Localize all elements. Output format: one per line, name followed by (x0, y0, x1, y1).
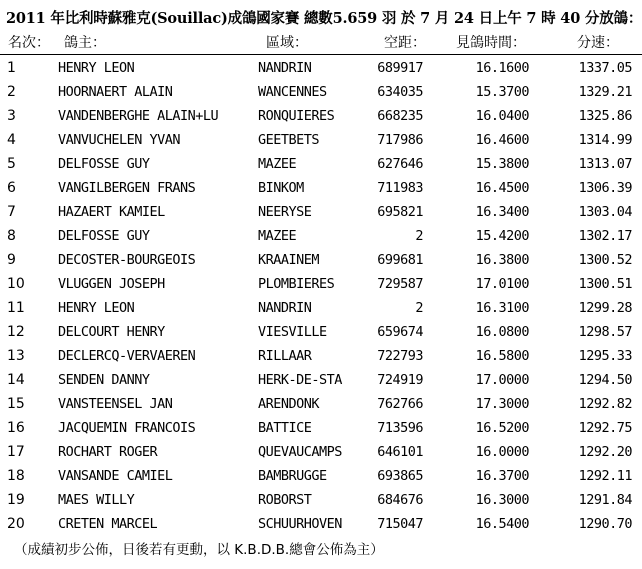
speed-cell: 1295.33 (578, 348, 632, 364)
speed-cell: 1299.28 (578, 300, 632, 316)
distance-cell: 699681 (377, 252, 423, 268)
rank-cell: 19 (7, 492, 25, 508)
name-cell: VANGILBERGEN FRANS (58, 180, 196, 196)
rank-cell: 13 (7, 348, 25, 364)
table-row (0, 128, 642, 152)
distance-cell: 2 (415, 228, 423, 244)
region-cell: MAZEE (258, 228, 297, 244)
time-cell: 16.4600 (475, 132, 529, 148)
time-cell: 17.0100 (475, 276, 529, 292)
rank-cell: 5 (7, 156, 16, 172)
name-cell: HOORNAERT ALAIN (58, 84, 173, 100)
distance-cell: 762766 (377, 396, 423, 412)
distance-cell: 715047 (377, 516, 423, 532)
region-cell: KRAAINEM (258, 252, 320, 268)
distance-cell: 717986 (377, 132, 423, 148)
speed-cell: 1292.82 (578, 396, 632, 412)
table-row (0, 512, 642, 536)
speed-cell: 1298.57 (578, 324, 632, 340)
distance-cell: 634035 (377, 84, 423, 100)
table-row (0, 56, 642, 80)
table-row (0, 440, 642, 464)
table-row (0, 200, 642, 224)
region-cell: RONQUIERES (258, 108, 335, 124)
time-cell: 16.0000 (475, 444, 529, 460)
header-distance: 空距： (384, 35, 426, 51)
name-cell: VANSANDE CAMIEL (58, 468, 173, 484)
time-cell: 16.0800 (475, 324, 529, 340)
region-cell: NEERYSE (258, 204, 312, 220)
page-title: 2011 年比利時蘇雅克(Souillac)成鴿國家賽 總數5.659 羽 於 7 月 24 日上午 7 時 40 分放鴿： (6, 10, 642, 27)
rank-cell: 18 (7, 468, 25, 484)
distance-cell: 646101 (377, 444, 423, 460)
speed-cell: 1300.51 (578, 276, 632, 292)
rank-cell: 16 (7, 420, 25, 436)
name-cell: MAES WILLY (58, 492, 135, 508)
distance-cell: 695821 (377, 204, 423, 220)
name-cell: SENDEN DANNY (58, 372, 150, 388)
region-cell: BINKOM (258, 180, 304, 196)
table-row (0, 224, 642, 248)
time-cell: 16.0400 (475, 108, 529, 124)
speed-cell: 1290.70 (578, 516, 632, 532)
header-rank: 名次： (8, 35, 50, 51)
time-cell: 16.3800 (475, 252, 529, 268)
name-cell: HAZAERT KAMIEL (58, 204, 165, 220)
time-cell: 16.5400 (475, 516, 529, 532)
table-row (0, 416, 642, 440)
table-row (0, 152, 642, 176)
speed-cell: 1303.04 (578, 204, 632, 220)
footnote: （成績初步公佈，日後若有更動，以 K.B.D.B.總會公佈為主） (14, 542, 384, 558)
time-cell: 15.3800 (475, 156, 529, 172)
name-cell: DECOSTER-BOURGEOIS (58, 252, 196, 268)
distance-cell: 713596 (377, 420, 423, 436)
table-row (0, 464, 642, 488)
rank-cell: 14 (7, 372, 25, 388)
rank-cell: 1 (7, 60, 16, 76)
rank-cell: 8 (7, 228, 16, 244)
region-cell: ROBORST (258, 492, 312, 508)
name-cell: DELCOURT HENRY (58, 324, 165, 340)
results-table (0, 56, 642, 536)
name-cell: DELFOSSE GUY (58, 228, 150, 244)
table-row (0, 368, 642, 392)
time-cell: 16.3000 (475, 492, 529, 508)
name-cell: VANDENBERGHE ALAIN+LU (58, 108, 219, 124)
region-cell: VIESVILLE (258, 324, 327, 340)
speed-cell: 1329.21 (578, 84, 632, 100)
rank-cell: 12 (7, 324, 25, 340)
name-cell: ROCHART ROGER (58, 444, 158, 460)
region-cell: PLOMBIERES (258, 276, 335, 292)
table-row (0, 320, 642, 344)
region-cell: MAZEE (258, 156, 297, 172)
table-row (0, 392, 642, 416)
name-cell: HENRY LEON (58, 60, 135, 76)
rank-cell: 11 (7, 300, 25, 316)
time-cell: 15.4200 (475, 228, 529, 244)
name-cell: VLUGGEN JOSEPH (58, 276, 165, 292)
region-cell: HERK-DE-STA (258, 372, 342, 388)
region-cell: SCHUURHOVEN (258, 516, 342, 532)
speed-cell: 1292.20 (578, 444, 632, 460)
table-row (0, 296, 642, 320)
time-cell: 16.3400 (475, 204, 529, 220)
header-name: 鴿主： (64, 35, 106, 51)
name-cell: VANSTEENSEL JAN (58, 396, 173, 412)
region-cell: RILLAAR (258, 348, 312, 364)
distance-cell: 627646 (377, 156, 423, 172)
speed-cell: 1337.05 (578, 60, 632, 76)
speed-cell: 1325.86 (578, 108, 632, 124)
time-cell: 16.5800 (475, 348, 529, 364)
distance-cell: 693865 (377, 468, 423, 484)
rank-cell: 9 (7, 252, 16, 268)
rank-cell: 15 (7, 396, 25, 412)
distance-cell: 659674 (377, 324, 423, 340)
speed-cell: 1302.17 (578, 228, 632, 244)
time-cell: 15.3700 (475, 84, 529, 100)
table-row (0, 80, 642, 104)
time-cell: 16.4500 (475, 180, 529, 196)
region-cell: QUEVAUCAMPS (258, 444, 342, 460)
rank-cell: 7 (7, 204, 16, 220)
distance-cell: 2 (415, 300, 423, 316)
time-cell: 16.5200 (475, 420, 529, 436)
table-row (0, 248, 642, 272)
region-cell: WANCENNES (258, 84, 327, 100)
time-cell: 16.3100 (475, 300, 529, 316)
region-cell: NANDRIN (258, 60, 312, 76)
table-row (0, 272, 642, 296)
distance-cell: 711983 (377, 180, 423, 196)
rank-cell: 6 (7, 180, 16, 196)
region-cell: BAMBRUGGE (258, 468, 327, 484)
rank-cell: 17 (7, 444, 25, 460)
name-cell: JACQUEMIN FRANCOIS (58, 420, 196, 436)
region-cell: ARENDONK (258, 396, 320, 412)
table-row (0, 344, 642, 368)
distance-cell: 689917 (377, 60, 423, 76)
speed-cell: 1313.07 (578, 156, 632, 172)
name-cell: HENRY LEON (58, 300, 135, 316)
distance-cell: 724919 (377, 372, 423, 388)
name-cell: DELFOSSE GUY (58, 156, 150, 172)
table-row (0, 104, 642, 128)
time-cell: 17.0000 (475, 372, 529, 388)
distance-cell: 729587 (377, 276, 423, 292)
rank-cell: 10 (7, 276, 25, 292)
name-cell: VANVUCHELEN YVAN (58, 132, 181, 148)
rank-cell: 20 (7, 516, 25, 532)
time-cell: 16.1600 (475, 60, 529, 76)
header-divider (0, 54, 642, 55)
header-time: 見鴿時間： (456, 35, 526, 51)
table-row (0, 176, 642, 200)
rank-cell: 3 (7, 108, 16, 124)
speed-cell: 1292.11 (578, 468, 632, 484)
speed-cell: 1314.99 (578, 132, 632, 148)
speed-cell: 1294.50 (578, 372, 632, 388)
region-cell: GEETBETS (258, 132, 320, 148)
header-region: 區域： (266, 35, 308, 51)
time-cell: 17.3000 (475, 396, 529, 412)
table-header (0, 32, 642, 52)
speed-cell: 1292.75 (578, 420, 632, 436)
speed-cell: 1300.52 (578, 252, 632, 268)
name-cell: CRETEN MARCEL (58, 516, 158, 532)
time-cell: 16.3700 (475, 468, 529, 484)
rank-cell: 4 (7, 132, 16, 148)
name-cell: DECLERCQ-VERVAEREN (58, 348, 196, 364)
speed-cell: 1291.84 (578, 492, 632, 508)
distance-cell: 684676 (377, 492, 423, 508)
region-cell: NANDRIN (258, 300, 312, 316)
speed-cell: 1306.39 (578, 180, 632, 196)
distance-cell: 722793 (377, 348, 423, 364)
rank-cell: 2 (7, 84, 16, 100)
table-row (0, 488, 642, 512)
distance-cell: 668235 (377, 108, 423, 124)
header-speed: 分速： (577, 35, 619, 51)
region-cell: BATTICE (258, 420, 312, 436)
